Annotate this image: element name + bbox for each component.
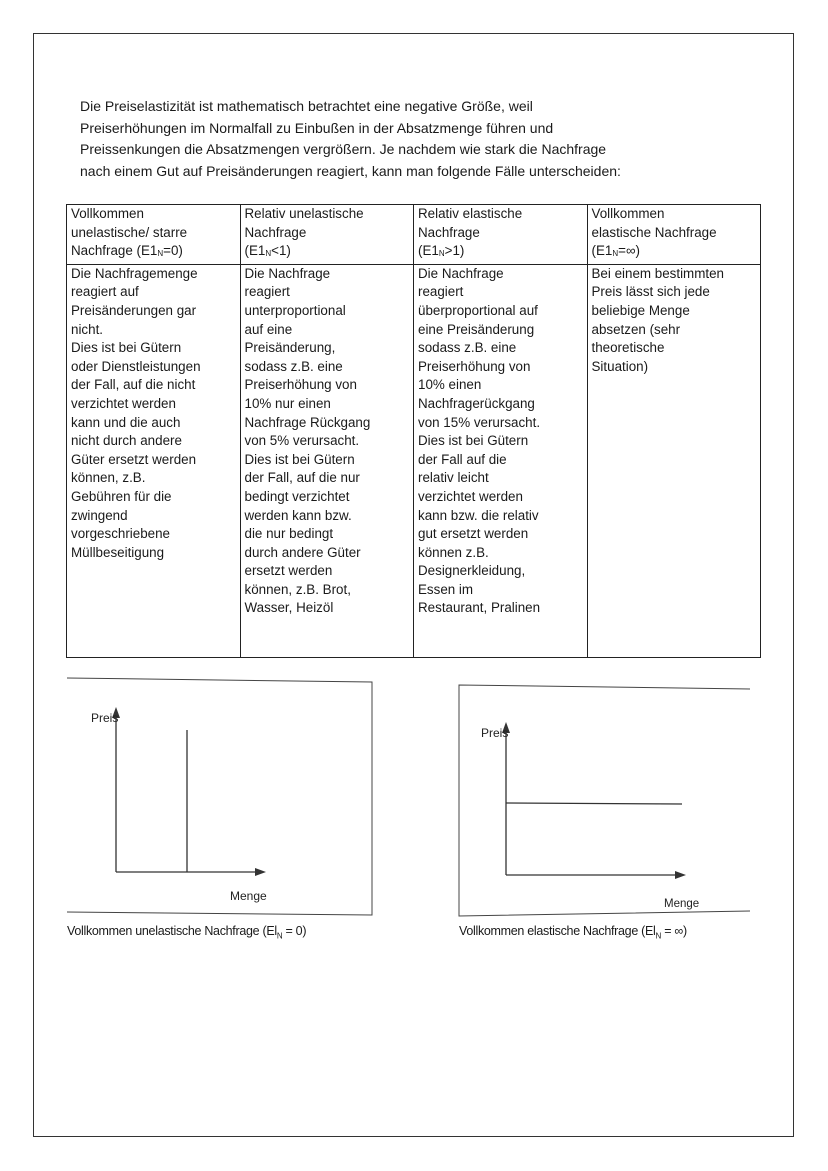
caption-sub: N: [276, 931, 283, 941]
formula-cond: =0): [163, 243, 183, 259]
elastic-demand-graph: [450, 675, 750, 925]
table-cell: Bei einem bestimmten Preis lässt sich jede beliebige Menge absetzen (sehr theoretische Situation): [587, 264, 761, 657]
formula-cond: >1): [444, 243, 465, 259]
y-axis-label: Preis: [481, 726, 509, 740]
caption-sub: N: [655, 931, 662, 941]
table-header-row: [67, 205, 761, 265]
header-text: Vollkommen unelastische/ starre Nachfrage: [71, 206, 188, 259]
caption-text: Vollkommen elastische Nachfrage (El: [459, 924, 656, 938]
table-cell: Die Nachfrage reagiert überproportional auf eine Preisänderung sodass z.B. eine Preiserhöhung von 10% einen Nachfragerückgang von 15% verursacht. Dies ist bei Gütern der Fall auf die relativ leicht verzichtet werden kann bzw. die relativ gut ersetzt werden können z.B. Designerkleidung, Essen im Restaurant, Pralinen: [414, 264, 588, 657]
demand-curve: [506, 803, 682, 804]
formula-sub: N: [438, 249, 445, 259]
header-cell: [414, 205, 588, 265]
quantity-axis-arrow: [675, 871, 686, 879]
intro-paragraph: Die Preiselastizität ist mathematisch betrachtet eine negative Größe, weil Preiserhöhungen im Normalfall zu Einbußen in der Absatzmenge führen und Preissenkungen die Absatzmengen vergrößern. Je nachdem wie stark die Nachfrage nach einem Gut auf Preisänderungen reagiert, kann man folgende Fälle unterscheiden:: [80, 98, 621, 179]
x-axis-label: Menge: [230, 889, 267, 903]
formula-cond: =∞): [618, 243, 640, 259]
header-cell: [240, 205, 414, 265]
formula: (E1: [418, 243, 439, 259]
header-text: Vollkommen elastische Nachfrage: [591, 206, 717, 240]
formula-cond: <1): [271, 243, 291, 259]
quantity-axis-arrow: [255, 868, 266, 876]
table-cell: Die Nachfragemenge reagiert auf Preisänderungen gar nicht. Dies ist bei Gütern oder Dienstleistungen der Fall, auf die nicht verzichtet werden kann und die auch nicht durch andere Güter ersetzt werden können, z.B. Gebühren für die zwingend vorgeschriebene Müllbeseitigung: [67, 264, 241, 657]
header-text: Relativ unelastische Nachfrage: [244, 206, 364, 240]
y-axis-label: Preis: [91, 711, 119, 725]
header-cell: [67, 205, 241, 265]
formula: (E1: [591, 243, 613, 259]
inelastic-graph-caption: [67, 924, 306, 941]
caption-end: = ∞): [661, 924, 687, 938]
formula-sub: N: [612, 249, 619, 259]
x-axis-label: Menge: [664, 898, 700, 910]
header-text: Relativ elastische Nachfrage: [418, 206, 523, 240]
caption-text: Vollkommen unelastische Nachfrage (El: [67, 924, 277, 938]
elasticity-table: [66, 204, 761, 658]
table-cell: Die Nachfrage reagiert unterproportional auf eine Preisänderung, sodass z.B. eine Preiserhöhung von 10% nur einen Nachfrage Rückgang von 5% verursacht. Dies ist bei Gütern der Fall, auf die nur bedingt verzichtet werden kann bzw. die nur bedingt durch andere Güter ersetzt werden können, z.B. Brot, Wasser, Heizöl: [240, 264, 414, 657]
table-row: [67, 264, 761, 657]
formula-sub: N: [157, 249, 164, 259]
elastic-graph-caption: [459, 924, 687, 941]
graph-frame: [459, 685, 750, 916]
inelastic-demand-graph: [60, 670, 380, 920]
formula: (E1: [136, 243, 158, 259]
formula-sub: N: [265, 249, 272, 259]
caption-end: = 0): [282, 924, 307, 938]
header-cell: [587, 205, 761, 265]
formula: (E1: [244, 243, 266, 259]
